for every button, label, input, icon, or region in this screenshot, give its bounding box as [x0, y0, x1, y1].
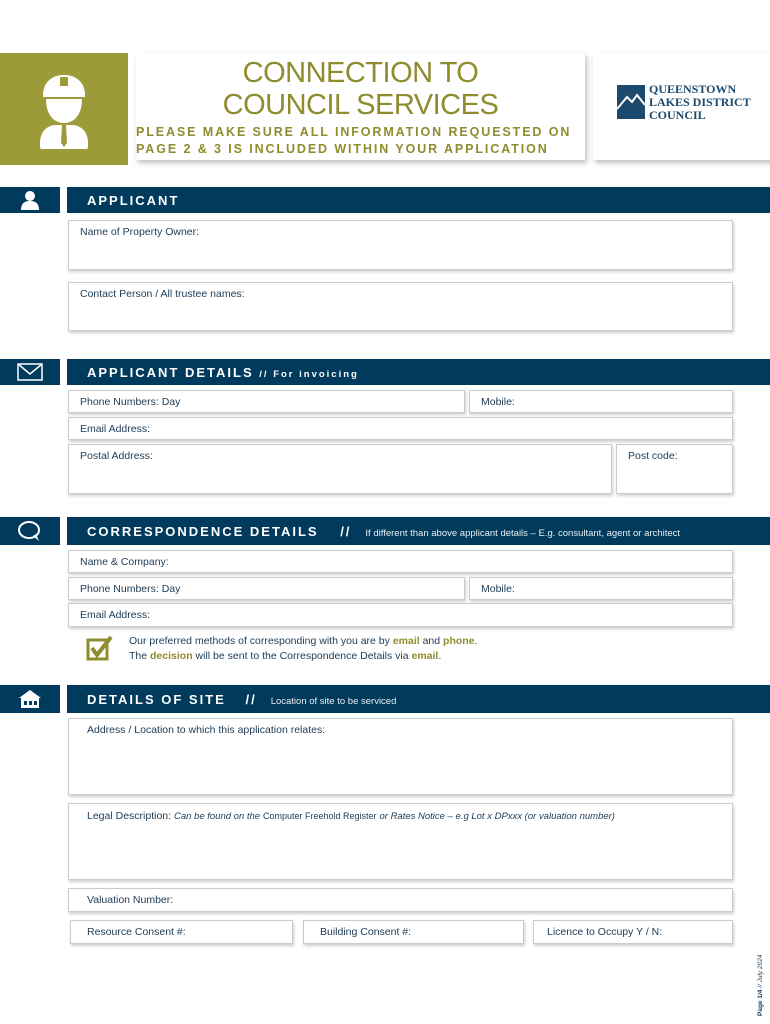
field-label	[87, 809, 722, 824]
legal-label: Legal Description:	[87, 810, 172, 822]
field-label: Valuation Number:	[87, 894, 174, 906]
corr-phone-day-field[interactable]	[68, 577, 465, 600]
section-header-applicant	[67, 187, 770, 213]
page-number: Page 1/4	[757, 989, 764, 1016]
footer-date: // July 2024	[757, 954, 764, 988]
field-label: Phone Numbers: Day	[80, 583, 181, 595]
note-text: will be sent to the Correspondence Details via	[192, 650, 412, 662]
building-consent-field[interactable]	[303, 920, 524, 944]
note-highlight-decision: decision	[150, 650, 193, 662]
note-highlight-email: email	[411, 650, 439, 662]
section-title-text: APPLICANT DETAILS	[87, 365, 254, 380]
field-label: Postal Address:	[80, 450, 153, 462]
corr-mobile-field[interactable]	[469, 577, 733, 600]
section-subtitle: // For invoicing	[259, 369, 359, 380]
field-label: Licence to Occupy Y / N:	[547, 926, 663, 938]
checkbox-checked-icon	[86, 634, 114, 662]
field-label: Name of Property Owner:	[80, 226, 200, 238]
logo-line1: QUEENSTOWN	[649, 82, 737, 96]
person-icon	[0, 187, 60, 213]
site-address-field[interactable]	[68, 718, 733, 795]
note-text: Our preferred methods of corresponding with you are by	[129, 635, 393, 647]
field-label: Phone Numbers: Day	[80, 396, 181, 408]
section-title: APPLICANT	[87, 193, 180, 208]
licence-to-occupy-field[interactable]	[533, 920, 733, 944]
field-label: Email Address:	[80, 609, 151, 621]
note-text: The	[129, 650, 151, 662]
postal-address-field[interactable]	[68, 444, 612, 494]
page-title-line2: COUNCIL SERVICES	[222, 89, 499, 121]
corr-email-field[interactable]	[68, 603, 733, 627]
section-header-applicant-details	[67, 359, 770, 385]
correspondence-note	[129, 634, 477, 664]
field-label: Post code:	[628, 450, 678, 462]
title-panel	[136, 53, 585, 160]
worker-hardhat-icon	[0, 53, 128, 165]
note-highlight-phone: phone	[443, 635, 475, 647]
resource-consent-field[interactable]	[70, 920, 293, 944]
page-footer	[757, 936, 765, 1016]
section-title	[87, 365, 359, 380]
field-label: Resource Consent #:	[87, 926, 186, 938]
page-title: CONNECTION TO	[242, 57, 479, 89]
mountain-logo-icon	[617, 85, 645, 119]
postcode-field[interactable]	[616, 444, 733, 494]
legal-hint: Computer Freehold Register	[263, 811, 377, 821]
separator: //	[245, 692, 257, 707]
legal-hint: Can be found on the	[173, 811, 261, 822]
legal-description-field[interactable]	[68, 803, 733, 880]
legal-hint: or Rates Notice – e.g Lot x DPxxx (or valuation number)	[379, 811, 615, 822]
section-header-correspondence	[67, 517, 770, 545]
speech-bubble-icon	[0, 517, 60, 545]
note-text: and	[419, 635, 444, 647]
field-label: Address / Location to which this application relates:	[87, 724, 326, 736]
email-field[interactable]	[68, 417, 733, 440]
section-title	[87, 692, 396, 707]
logo-line2: LAKES DISTRICT	[649, 95, 751, 109]
section-title-text: DETAILS OF SITE	[87, 692, 226, 707]
house-icon	[0, 685, 60, 713]
section-title-text: CORRESPONDENCE DETAILS	[87, 524, 319, 539]
property-owner-field[interactable]	[68, 220, 733, 270]
note-highlight-email: email	[392, 635, 420, 647]
field-label: Contact Person / All trustee names:	[80, 288, 245, 300]
worker-icon-panel	[0, 53, 128, 165]
field-label: Mobile:	[481, 583, 515, 595]
council-logo-text	[649, 83, 769, 122]
section-subtitle: If different than above applicant details – E.g. consultant, agent or architect	[365, 528, 681, 539]
logo-panel	[593, 53, 770, 160]
field-label: Email Address:	[80, 423, 151, 435]
note-line1	[129, 634, 477, 649]
field-label: Building Consent #:	[320, 926, 412, 938]
valuation-number-field[interactable]	[68, 888, 733, 912]
field-label: Mobile:	[481, 396, 515, 408]
section-subtitle: Location of site to be serviced	[270, 696, 397, 707]
phone-day-field[interactable]	[68, 390, 465, 413]
note-text: .	[474, 635, 478, 647]
separator: //	[340, 524, 352, 539]
subtitle-line2: PAGE 2 & 3 IS INCLUDED WITHIN YOUR APPLICATION	[136, 142, 549, 156]
subtitle-line1: PLEASE MAKE SURE ALL INFORMATION REQUESTED ON	[136, 125, 572, 139]
note-line2	[129, 649, 477, 664]
logo-line3: COUNCIL	[649, 108, 706, 122]
envelope-icon	[0, 359, 60, 385]
note-text: .	[438, 650, 442, 662]
mobile-field[interactable]	[469, 390, 733, 413]
contact-person-field[interactable]	[68, 282, 733, 331]
name-company-field[interactable]	[68, 550, 733, 573]
section-header-site	[67, 685, 770, 713]
section-title	[87, 524, 680, 539]
field-label: Name & Company:	[80, 556, 169, 568]
